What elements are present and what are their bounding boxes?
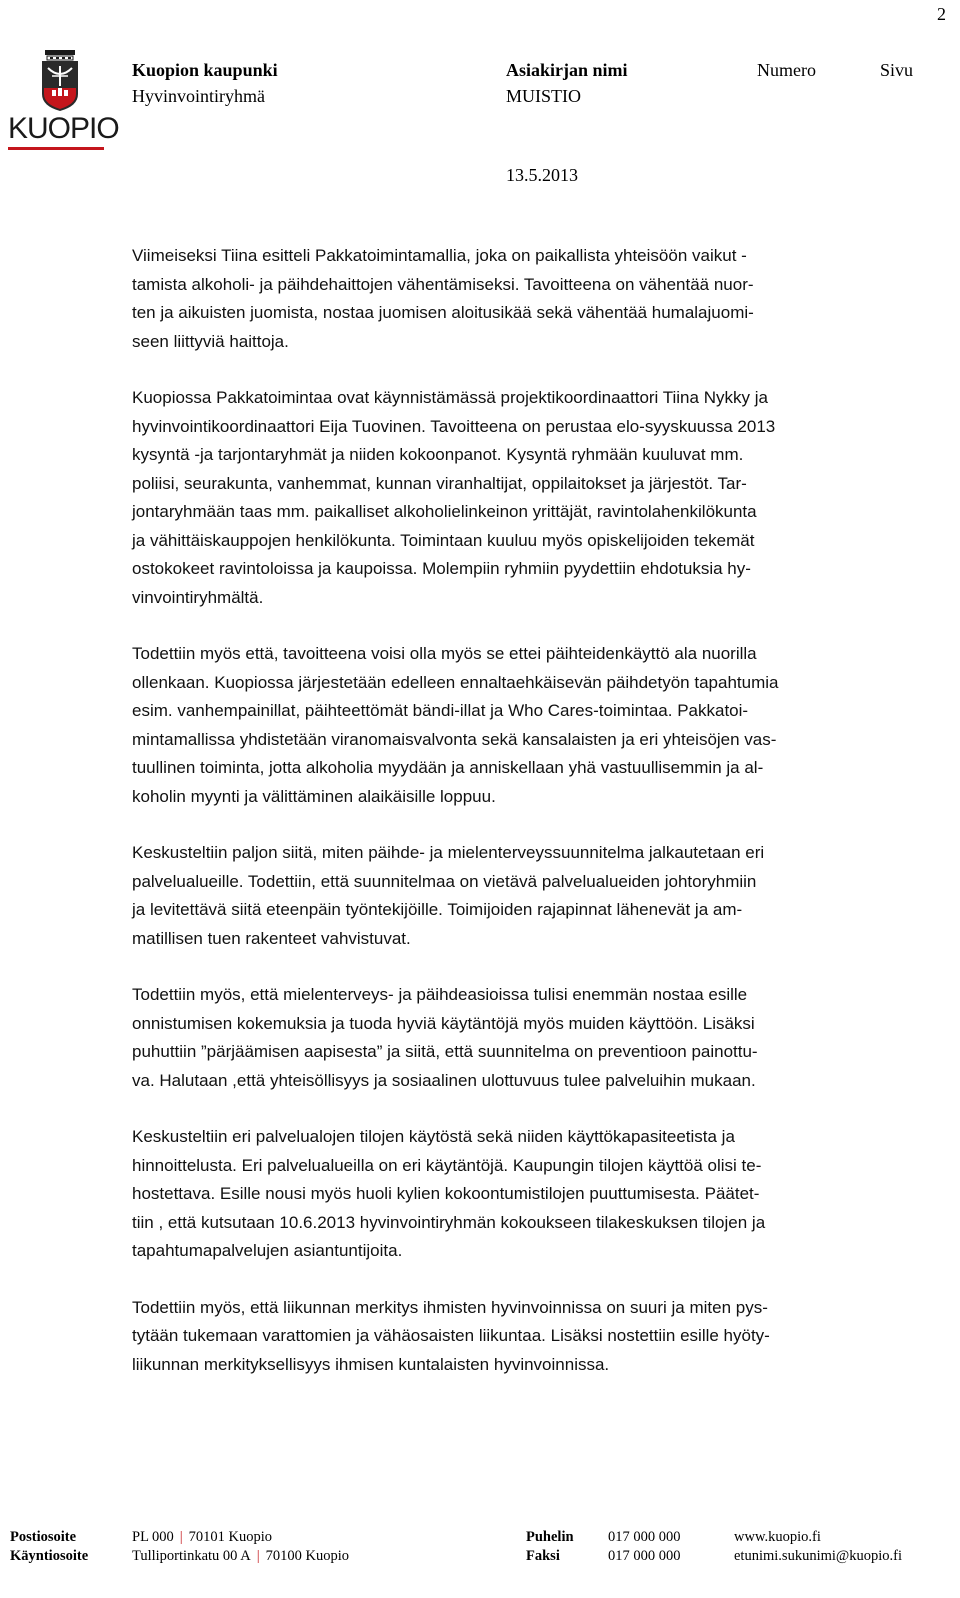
visit-code: 70100 Kuopio (265, 1548, 349, 1564)
postal-address (132, 1528, 272, 1547)
header-document-block (506, 57, 628, 109)
doc-name-label: Asiakirjan nimi (506, 60, 628, 80)
organization-name: Kuopion kaupunki (132, 60, 278, 80)
phone-value: 017 000 000 (608, 1529, 681, 1545)
postal-box: PL 000 (132, 1529, 174, 1545)
postal-label: Postiosoite (10, 1529, 77, 1545)
separator: | (179, 1529, 183, 1545)
paragraph: Todettiin myös että, tavoitteena voisi olla myös se ettei päihteidenkäyttö ala nuorilla ollenkaan. Kuopiossa järjestetään edelleen ennaltaehkäisevän päihdetyön tapahtumia esim. vanhempainillat, päihteettömät bändi-illat ja Who Cares-toimintaa. Pakkatoi- mintamallissa yhdistetään viranomaisvalvonta sekä kansalaisten ja eri yhteisöjen vas- tuullinen toiminta, jotta alkoholia myydään ja anniskellaan yhä vastuullisemmin ja al- koholin myynti ja välittäminen alaikäisille loppuu. (132, 644, 779, 806)
logo-accent-bar (8, 147, 104, 150)
fax-value: 017 000 000 (608, 1548, 681, 1564)
page-number: 2 (937, 4, 946, 24)
website-link[interactable]: www.kuopio.fi (734, 1529, 821, 1545)
footer-row-visit (10, 1547, 940, 1566)
paragraph: Keskusteltiin eri palvelualojen tilojen käytöstä sekä niiden käyttökapasiteetista ja hinnoittelusta. Eri palvelualueilla on eri käytäntöjä. Kaupungin tilojen käyttöä olisi te- hostettava. Esille nousi myös huoli kylien kokoontumistilojen puuttumisesta. Päätet- tiin , että kutsutaan 10.6.2013 hyvinvointiryhmän kokoukseen tilakeskuksen tilojen ja tapahtumapalvelujen asiantuntijoita. (132, 1127, 766, 1260)
kuopio-logo (8, 50, 119, 150)
document-date: 13.5.2013 (506, 165, 578, 185)
visit-label: Käyntiosoite (10, 1548, 89, 1564)
postal-code: 70101 Kuopio (188, 1529, 273, 1545)
doc-name-value: MUISTIO (506, 86, 581, 106)
header-organization-block (132, 57, 278, 109)
phone-label: Puhelin (526, 1529, 574, 1545)
paragraph: Todettiin myös, että mielenterveys- ja päihdeasioissa tulisi enemmän nostaa esille onnistumisen kokemuksia ja tuoda hyviä käytäntöjä myös muiden käyttöön. Lisäksi puhuttiin ”pärjäämisen aapisesta” ja siitä, että suunnitelma on preventioon painottu- va. Halutaan ,että yhteisöllisyys ja sosiaalinen ulottuvuus tulee palveluihin mukaan. (132, 985, 758, 1090)
unit-name: Hyvinvointiryhmä (132, 86, 265, 106)
coat-of-arms-icon (8, 50, 112, 112)
paragraph: Todettiin myös, että liikunnan merkitys ihmisten hyvinvoinnissa on suuri ja miten pys- tytään tukemaan varattomien ja vähäosaisten liikuntaa. Lisäksi nostettiin esille hyöty- liikunnan merkityksellisyys ihmisen kuntalaisten hyvinvoinnissa. (132, 1297, 770, 1374)
separator: | (256, 1548, 260, 1564)
paragraph: Keskusteltiin paljon siitä, miten päihde- ja mielenterveyssuunnitelma jalkautetaan eri palvelualueille. Todettiin, että suunnitelmaa on vietävä palvelualueiden johtoryhmiin ja levitettävä siitä eteenpäin työntekijöille. Toimijoiden rajapinnat lähenevät ja am- matillisen tuen rakenteet vahvistuvat. (132, 843, 765, 948)
visit-street: Tulliportinkatu 00 A (132, 1548, 251, 1564)
email-link[interactable]: etunimi.sukunimi@kuopio.fi (734, 1548, 903, 1564)
number-label: Numero (757, 60, 816, 80)
footer-row-postal (10, 1528, 940, 1547)
paragraph: Kuopiossa Pakkatoimintaa ovat käynnistämässä projektikoordinaattori Tiina Nykky ja hyvinvointikoordinaattori Eija Tuovinen. Tavoitteena on perustaa elo-syyskuussa 2013 kysyntä -ja tarjontaryhmät ja niiden kokoonpanot. Kysyntä ryhmään kuuluvat mm. poliisi, seurakunta, vanhemmat, kunnan viranhaltijat, oppilaitokset ja järjestöt. Tar- jontaryhmään taas mm. paikalliset alkoholielinkeinon yrittäjät, ravintolahenkilökunta ja vähittäiskauppojen henkilökunta. Toimintaan kuuluu myös opiskelijoiden tekemät ostokokeet ravintoloissa ja kaupoissa. Molempiin ryhmiin pyydettiin ehdotuksia hy- vinvointiryhmältä. (132, 388, 776, 607)
paragraph: Viimeiseksi Tiina esitteli Pakkatoimintamallia, joka on paikallista yhteisöön vaikut - tamista alkoholi- ja päihdehaittojen vähentämiseksi. Tavoitteena on vähentää nuor- ten ja aikuisten juomista, nostaa juomisen aloitusikää sekä vähentää humalajuomi- seen liittyviä haittoja. (132, 246, 754, 351)
document-body (132, 242, 940, 1407)
fax-label: Faksi (526, 1548, 560, 1564)
visit-address (132, 1547, 349, 1566)
page-label: Sivu (880, 60, 914, 80)
logo-text: KUOPIO (8, 112, 119, 145)
page-footer (10, 1528, 940, 1566)
